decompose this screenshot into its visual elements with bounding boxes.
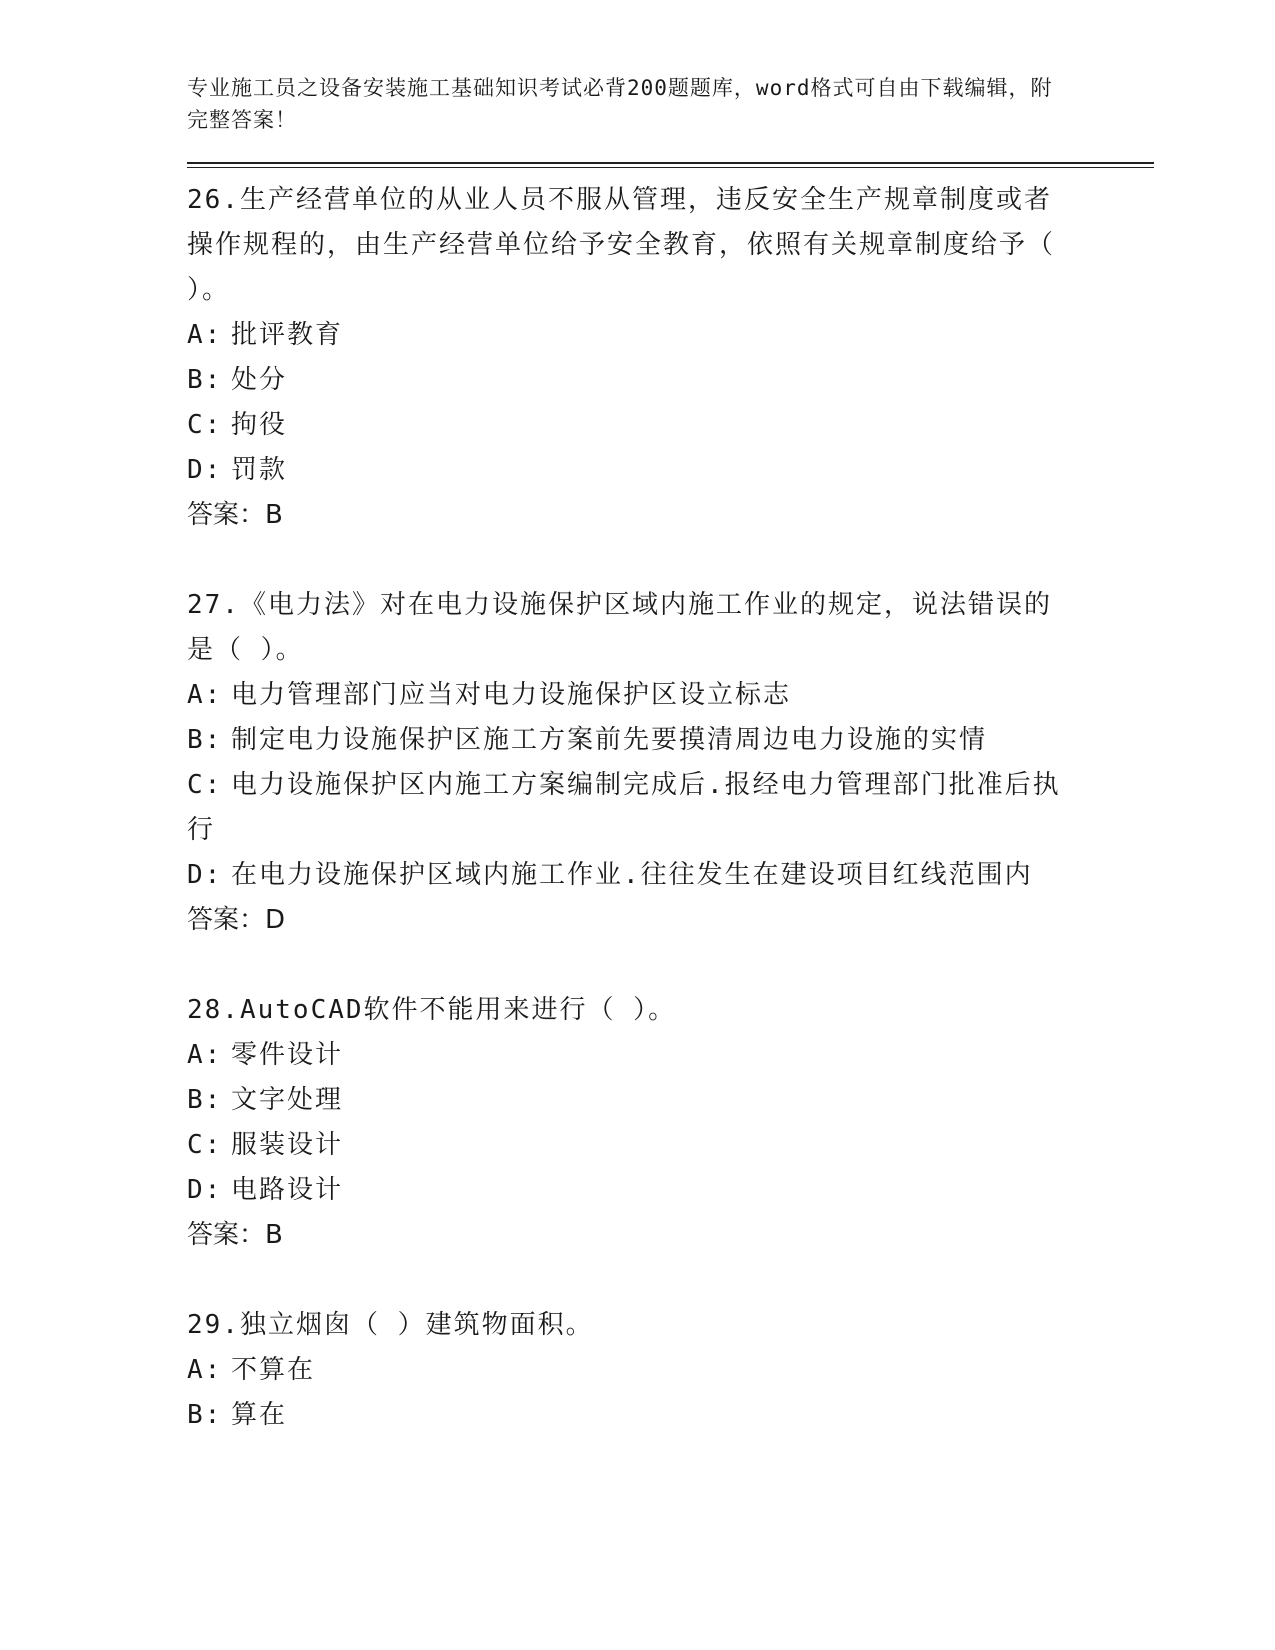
- option-text: 文字处理: [231, 1085, 344, 1115]
- option-b: [187, 358, 1147, 403]
- divider-thin: [187, 167, 1154, 168]
- option-key: A:: [187, 1355, 223, 1385]
- question-27: [187, 583, 1147, 943]
- option-text: 电力管理部门应当对电力设施保护区设立标志: [231, 680, 792, 710]
- option-d: [187, 448, 1147, 493]
- option-key: C:: [187, 410, 223, 440]
- option-text: 在电力设施保护区域内施工作业.往往发生在建设项目红线范围内: [231, 860, 1033, 890]
- option-key: A:: [187, 1040, 223, 1070]
- option-text: 罚款: [231, 455, 288, 485]
- spacer: [187, 943, 1147, 988]
- option-b: [187, 1393, 1147, 1438]
- option-key: A:: [187, 320, 223, 350]
- option-d: [187, 1168, 1147, 1213]
- option-text: 处分: [231, 365, 288, 395]
- option-key: B:: [187, 1400, 223, 1430]
- question-text: 29.独立烟囱（ ）建筑物面积。: [187, 1310, 594, 1340]
- option-text: 服装设计: [231, 1130, 344, 1160]
- document-header: 专业施工员之设备安装施工基础知识考试必背200题题库，word格式可自由下载编辑，附完整答案！: [187, 76, 1053, 132]
- option-key: D:: [187, 1175, 223, 1205]
- spacer: [187, 538, 1147, 583]
- option-a: [187, 673, 1147, 718]
- answer: 答案：B: [187, 1220, 283, 1250]
- question-29: [187, 1303, 1147, 1438]
- option-d: [187, 853, 1147, 898]
- option-text: 电力设施保护区内施工方案编制完成后.报经电力管理部门批准后执行: [187, 770, 1061, 845]
- option-text: 零件设计: [231, 1040, 344, 1070]
- option-text: 拘役: [231, 410, 288, 440]
- option-text: 批评教育: [231, 320, 344, 350]
- option-a: [187, 1348, 1147, 1393]
- option-key: A:: [187, 680, 223, 710]
- option-key: D:: [187, 455, 223, 485]
- answer: 答案：D: [187, 905, 286, 935]
- question-text: 27.《电力法》对在电力设施保护区域内施工作业的规定，说法错误的是（ ）。: [187, 590, 1052, 665]
- option-key: C:: [187, 1130, 223, 1160]
- question-list: [187, 178, 1147, 1438]
- option-a: [187, 1033, 1147, 1078]
- option-key: C:: [187, 770, 223, 800]
- header-divider: [187, 162, 1147, 168]
- spacer: [187, 1258, 1147, 1303]
- option-key: D:: [187, 860, 223, 890]
- option-key: B:: [187, 1085, 223, 1115]
- option-a: [187, 313, 1147, 358]
- option-c: [187, 763, 1077, 853]
- option-text: 电路设计: [231, 1175, 344, 1205]
- option-b: [187, 718, 1147, 763]
- option-c: [187, 1123, 1147, 1168]
- question-text: 28.AutoCAD软件不能用来进行（ ）。: [187, 995, 677, 1025]
- option-key: B:: [187, 725, 223, 755]
- question-26: [187, 178, 1147, 538]
- question-text: 26.生产经营单位的从业人员不服从管理，违反安全生产规章制度或者操作规程的，由生产经营单位给予安全教育，依照有关规章制度给予（ ）。: [187, 185, 1056, 305]
- answer: 答案：B: [187, 500, 283, 530]
- option-text: 不算在: [231, 1355, 316, 1385]
- document-page: [187, 72, 1147, 1438]
- option-c: [187, 403, 1147, 448]
- option-b: [187, 1078, 1147, 1123]
- option-key: B:: [187, 365, 223, 395]
- option-text: 制定电力设施保护区施工方案前先要摸清周边电力设施的实情: [231, 725, 988, 755]
- divider-thick: [187, 162, 1154, 164]
- question-28: [187, 988, 1147, 1258]
- option-text: 算在: [231, 1400, 288, 1430]
